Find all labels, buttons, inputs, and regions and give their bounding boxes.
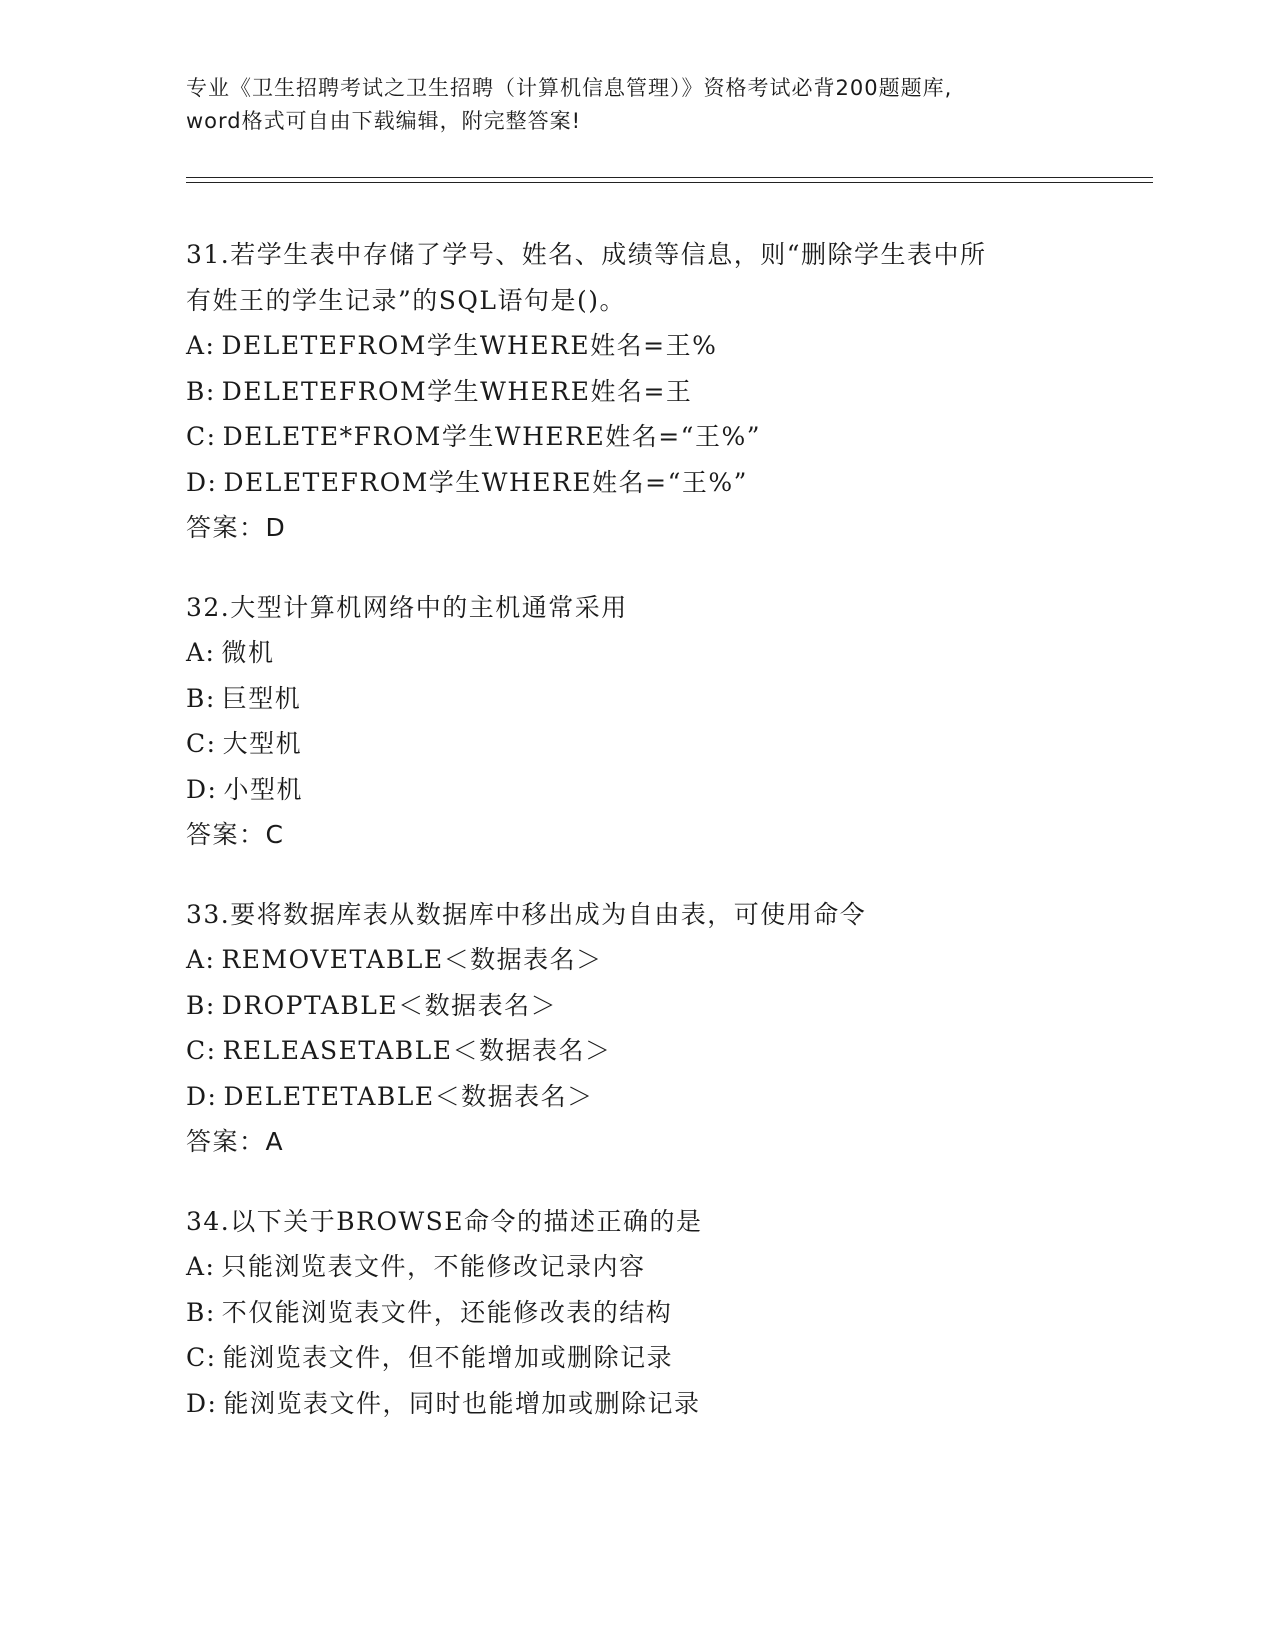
option-letter: C:: [186, 422, 217, 451]
option-letter: A:: [186, 1252, 216, 1281]
option-b: [186, 1290, 1166, 1336]
question-list: [186, 232, 1166, 1460]
option-text: DELETEFROM学生WHERE姓名=“王%”: [223, 467, 748, 497]
option-text: 小型机: [223, 774, 303, 804]
option-text: 只能浏览表文件，不能修改记录内容: [221, 1252, 646, 1281]
option-c: [186, 414, 1166, 460]
option-text: RELEASETABLE＜数据表名＞: [222, 1036, 612, 1065]
option-letter: D:: [186, 774, 218, 804]
header-line-1: 专业《卫生招聘考试之卫生招聘（计算机信息管理）》资格考试必背200题题库,: [186, 76, 953, 100]
option-c: [186, 1028, 1166, 1074]
option-letter: C:: [186, 729, 217, 758]
option-a: [186, 630, 1166, 676]
option-letter: B:: [186, 1297, 216, 1327]
option-text: DELETE*FROM学生WHERE姓名=“王%”: [222, 422, 761, 451]
option-letter: A:: [186, 331, 216, 360]
option-text: 大型机: [222, 729, 303, 758]
option-c: [186, 721, 1166, 767]
option-text: DELETEFROM学生WHERE姓名=王%: [221, 331, 718, 360]
option-letter: A:: [186, 638, 216, 667]
option-text: REMOVETABLE＜数据表名＞: [221, 945, 603, 974]
option-text: DROPTABLE＜数据表名＞: [221, 990, 558, 1020]
option-text: DELETEFROM学生WHERE姓名=王: [221, 376, 693, 406]
option-text: 能浏览表文件，但不能增加或删除记录: [222, 1343, 674, 1372]
option-letter: C:: [186, 1343, 217, 1372]
option-a: [186, 323, 1166, 369]
option-c: [186, 1335, 1166, 1381]
option-b: [186, 983, 1166, 1029]
option-letter: D:: [186, 1388, 218, 1418]
option-text: 能浏览表文件，同时也能增加或删除记录: [223, 1388, 701, 1418]
option-text: 不仅能浏览表文件，还能修改表的结构: [221, 1297, 673, 1327]
option-letter: B:: [186, 376, 216, 406]
header-rule-top: [186, 177, 1153, 178]
question-31: [186, 232, 1166, 551]
option-a: [186, 937, 1166, 983]
option-d: [186, 1074, 1166, 1120]
header-rule-bottom: [186, 182, 1153, 183]
option-d: [186, 460, 1166, 506]
question-34: [186, 1199, 1166, 1427]
question-text-line: 34.以下关于BROWSE命令的描述正确的是: [186, 1206, 703, 1236]
option-letter: C:: [186, 1036, 217, 1065]
header-line-2: word格式可自由下载编辑，附完整答案!: [186, 109, 582, 133]
question-33: [186, 892, 1166, 1165]
question-text-line: 有姓王的学生记录”的SQL语句是()。: [186, 285, 627, 315]
answer-label: 答案：A: [186, 1127, 285, 1156]
document-header: [186, 72, 1086, 138]
question-text-line: 31.若学生表中存储了学号、姓名、成绩等信息，则“删除学生表中所: [186, 240, 987, 269]
answer-label: 答案：D: [186, 513, 287, 542]
option-letter: A:: [186, 945, 216, 974]
question-text-line: 33.要将数据库表从数据库中移出成为自由表，可使用命令: [186, 899, 867, 929]
option-letter: B:: [186, 990, 216, 1020]
option-text: DELETETABLE＜数据表名＞: [223, 1081, 594, 1111]
option-d: [186, 767, 1166, 813]
question-32: [186, 585, 1166, 858]
option-letter: D:: [186, 467, 218, 497]
option-letter: D:: [186, 1081, 218, 1111]
option-b: [186, 369, 1166, 415]
question-text-line: 32.大型计算机网络中的主机通常采用: [186, 592, 628, 622]
option-b: [186, 676, 1166, 722]
option-text: 微机: [221, 638, 275, 667]
option-letter: B:: [186, 683, 216, 713]
option-a: [186, 1244, 1166, 1290]
option-d: [186, 1381, 1166, 1427]
option-text: 巨型机: [221, 683, 302, 713]
answer-label: 答案：C: [186, 820, 285, 849]
